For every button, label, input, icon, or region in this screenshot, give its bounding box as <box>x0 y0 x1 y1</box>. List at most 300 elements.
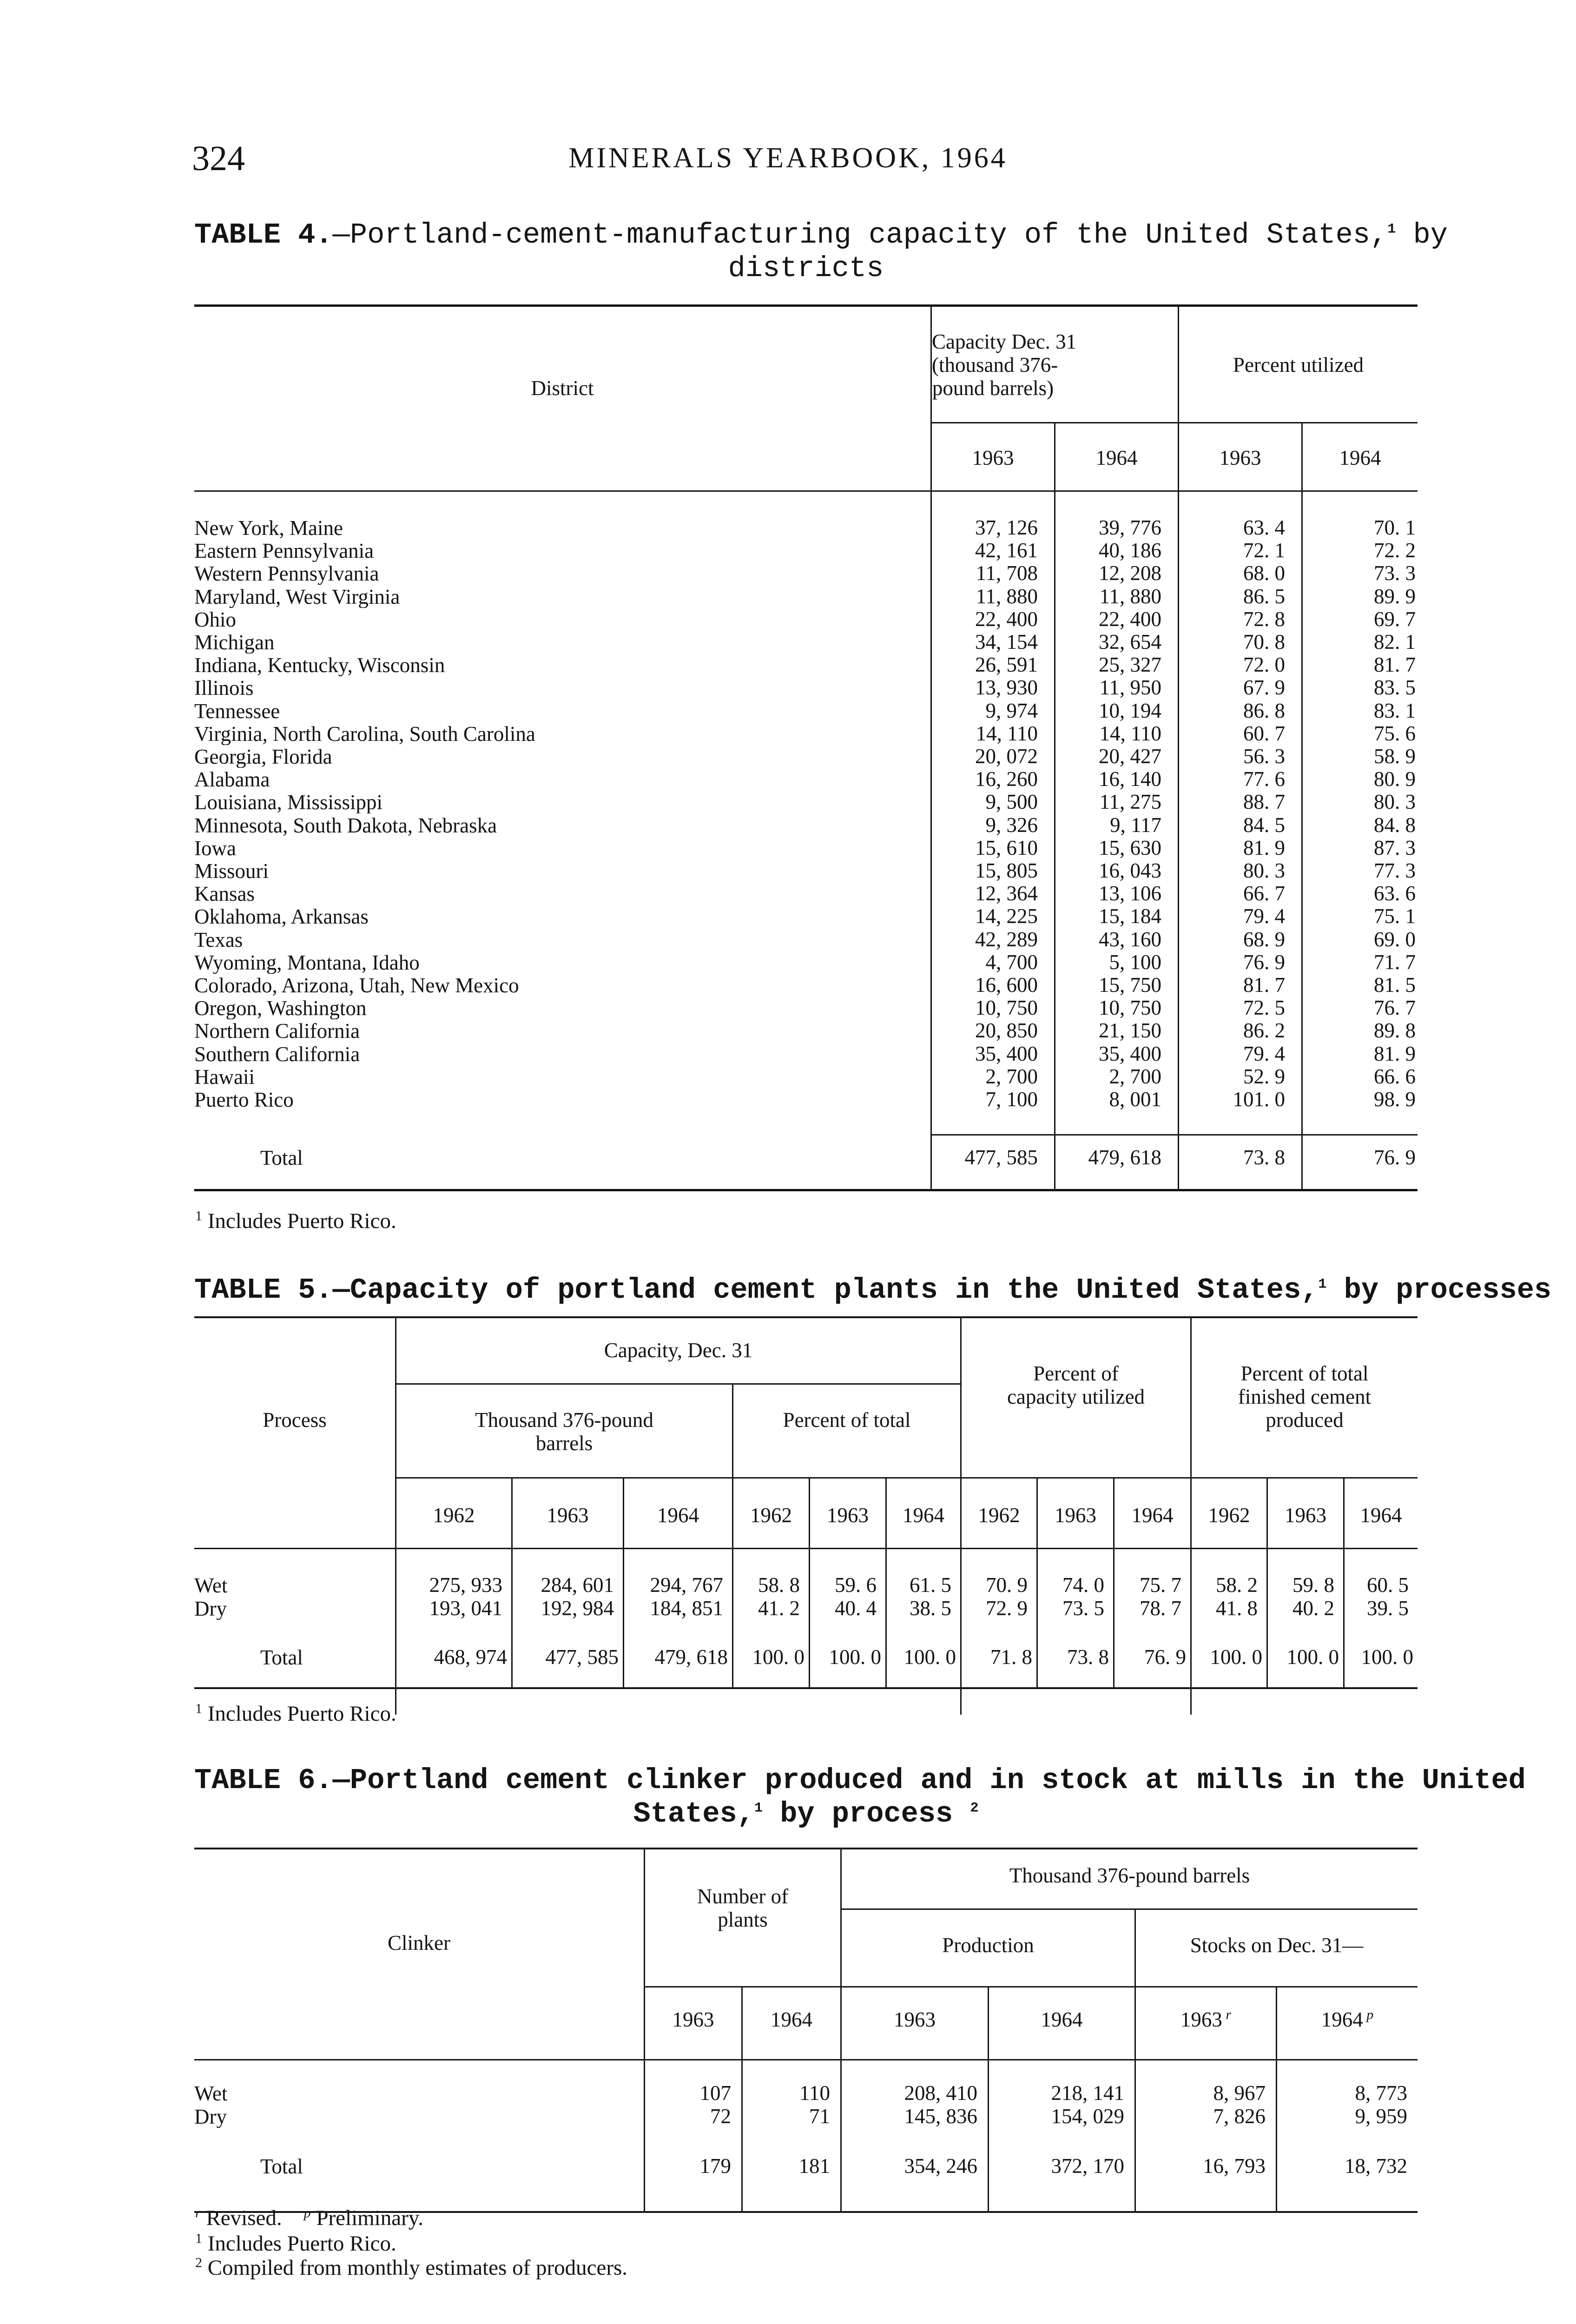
table4-row-district <box>194 516 919 539</box>
table4-cell: 89. 8 <box>1374 1019 1416 1042</box>
table4-cell: 8, 001 <box>1109 1088 1161 1111</box>
table4-cell: 42, 161 <box>975 539 1038 562</box>
table6-total-cell: 18, 732 <box>1345 2154 1407 2178</box>
table4-cell: 9, 117 <box>1110 813 1161 837</box>
table4-cell: 14, 110 <box>1099 722 1161 745</box>
table5-label: TABLE 5. <box>194 1274 333 1307</box>
table4-cell: 11, 275 <box>1099 790 1161 813</box>
table5-hline <box>194 1548 1418 1549</box>
table4-cell: 15, 610 <box>975 836 1038 859</box>
table6-cell: 9, 959 <box>1355 2105 1407 2128</box>
table6-year-mark: p <box>1363 2007 1374 2022</box>
table5-cell: 193, 041 <box>429 1597 502 1620</box>
table6-total-label <box>260 2154 640 2178</box>
table4-cell: 79. 4 <box>1243 1042 1285 1065</box>
table5-col-thousand-l2: barrels <box>535 1432 593 1455</box>
table4-title: —Portland-cement-manufacturing capacity of the United States, <box>332 218 1388 251</box>
table4-cell: 87. 3 <box>1374 836 1416 859</box>
table4-title-end: by <box>1413 218 1448 251</box>
table4-cell: 70. 8 <box>1243 630 1285 654</box>
table5-col-percent-total: Percent of total <box>783 1408 911 1432</box>
table4-cell: 22, 400 <box>975 607 1038 631</box>
table4-cell: 71. 7 <box>1374 951 1416 974</box>
table6-year-text: 1964 <box>1321 2008 1363 2031</box>
table6-col-plants-l2: plants <box>718 1908 768 1931</box>
table4-row-district-text: Southern California <box>194 1043 362 1065</box>
table4-col-capacity-l3: pound barrels) <box>932 376 1054 400</box>
table4-row-district <box>194 607 919 631</box>
table4-total-label <box>260 1146 919 1169</box>
table6-year-text: 1963 <box>894 2008 936 2031</box>
table4-col-percent: Percent utilized <box>1233 353 1364 376</box>
table4-cell: 15, 184 <box>1099 905 1161 928</box>
table4-cell: 15, 630 <box>1099 836 1161 859</box>
table4-cell: 77. 6 <box>1243 767 1285 791</box>
table4-cell: 12, 208 <box>1099 561 1161 585</box>
table4-row-district <box>194 836 919 859</box>
table4-title-fnref: 1 <box>1387 221 1396 238</box>
table4-cell: 11, 880 <box>976 585 1038 608</box>
table5-cell: 38. 5 <box>910 1597 951 1620</box>
table4-row-district <box>194 676 919 699</box>
table4-row-district-text: Texas <box>194 928 244 951</box>
table5-cell: 275, 933 <box>429 1573 502 1597</box>
table4-total-cell: 76. 9 <box>1374 1146 1416 1169</box>
table6-footnote-line <box>195 2205 423 2231</box>
table4-cell: 13, 106 <box>1099 882 1161 905</box>
table4-row-district-text: Maryland, West Virginia <box>194 585 402 608</box>
table4-cell: 81. 9 <box>1374 1042 1416 1065</box>
table5-total-cell: 76. 9 <box>1144 1645 1186 1669</box>
table4-cell: 4, 700 <box>985 951 1038 974</box>
table6-col-production: Production <box>942 1934 1034 1957</box>
table6-cell: 218, 141 <box>1051 2081 1124 2105</box>
table6-total-cell: 179 <box>699 2154 731 2178</box>
table4-cell: 72. 8 <box>1243 607 1285 631</box>
table5-cell: 78. 7 <box>1140 1597 1181 1620</box>
table4-row-district <box>194 951 919 974</box>
table5-total-cell: 73. 8 <box>1067 1645 1109 1669</box>
table6-year <box>842 2008 988 2031</box>
table6-cell: 145, 836 <box>904 2105 977 2128</box>
table5-caption <box>194 1274 1552 1307</box>
table5-cell: 40. 2 <box>1292 1597 1334 1620</box>
table5-year: 1962 <box>1208 1504 1250 1527</box>
table6-row-clinker <box>194 2081 640 2105</box>
table4-cell: 75. 6 <box>1374 722 1416 745</box>
table5-row-process <box>194 1573 392 1597</box>
table4-cell: 66. 7 <box>1243 882 1285 905</box>
table5-year: 1964 <box>1360 1504 1402 1527</box>
table5-year: 1964 <box>903 1504 944 1527</box>
table5-row-process-text: Dry <box>194 1597 229 1620</box>
table4-cell: 22, 400 <box>1099 607 1161 631</box>
table6-cell: 8, 967 <box>1213 2081 1266 2105</box>
table4-cell: 80. 9 <box>1374 767 1416 791</box>
table5-year: 1962 <box>433 1504 475 1527</box>
table5-cell: 284, 601 <box>541 1573 614 1597</box>
table4-cell: 14, 110 <box>976 722 1038 745</box>
table6-row-clinker-text: Dry <box>194 2105 229 2128</box>
table6-total-label-text: Total <box>260 2155 305 2178</box>
table6-total-cell: 16, 793 <box>1203 2154 1266 2178</box>
table6-year-mark: r <box>1222 2007 1232 2022</box>
table4-row-district <box>194 859 919 882</box>
table4-row-district-text: Puerto Rico <box>194 1088 296 1111</box>
table6-caption <box>194 1764 1526 1831</box>
table5-cell: 41. 2 <box>758 1597 800 1620</box>
table4-row-district-text: Hawaii <box>194 1065 257 1088</box>
table6-total-cell: 372, 170 <box>1051 2154 1124 2178</box>
table6-hline <box>840 1908 1418 1910</box>
table5-col-capacity: Capacity, Dec. 31 <box>604 1339 753 1362</box>
table6-cell: 72 <box>710 2105 731 2128</box>
table6-row-clinker-text: Wet <box>194 2082 229 2105</box>
table5-year: 1962 <box>978 1504 1020 1527</box>
table4-year: 1963 <box>972 446 1014 469</box>
table4-cell: 83. 5 <box>1374 676 1416 699</box>
table5-cell: 59. 6 <box>835 1573 877 1597</box>
table6-col-stocks: Stocks on Dec. 31— <box>1190 1934 1364 1957</box>
table4-row-district <box>194 905 919 928</box>
table6-year-text: 1963 <box>1180 2008 1222 2031</box>
table6-cell: 7, 826 <box>1213 2105 1266 2128</box>
table5-cell: 59. 8 <box>1292 1573 1334 1597</box>
table4-cell: 21, 150 <box>1099 1019 1161 1042</box>
table5-hline <box>395 1477 1418 1479</box>
table4-cell: 16, 600 <box>975 973 1038 997</box>
table5-cell: 58. 2 <box>1216 1573 1258 1597</box>
table5-cell: 72. 9 <box>986 1597 1028 1620</box>
table4-cell: 10, 194 <box>1099 699 1161 722</box>
table6-cell: 208, 410 <box>904 2081 977 2105</box>
table6-footnote-mark: 2 <box>195 2255 202 2271</box>
table4-row-district-text: Virginia, North Carolina, South Carolina <box>194 722 537 745</box>
table5-title-end: by processes <box>1344 1274 1552 1307</box>
table5-cell: 294, 767 <box>650 1573 723 1597</box>
running-title: MINERALS YEARBOOK, 1964 <box>568 142 1008 174</box>
table5-total-cell: 479, 618 <box>654 1645 728 1669</box>
table4-cell: 72. 2 <box>1374 539 1416 562</box>
table6-year <box>1277 2008 1418 2031</box>
table4-row-district-text: Colorado, Arizona, Utah, New Mexico <box>194 974 521 997</box>
table4-cell: 83. 1 <box>1374 699 1416 722</box>
table4-cell: 20, 427 <box>1099 745 1161 768</box>
table6-footnote-mark: r <box>195 2205 201 2221</box>
table6-cell: 107 <box>699 2081 731 2105</box>
table4-row-district-text: Oklahoma, Arkansas <box>194 905 370 928</box>
table4-cell: 75. 1 <box>1374 905 1416 928</box>
table4-cell: 66. 6 <box>1374 1065 1416 1088</box>
table4-cell: 39, 776 <box>1099 516 1161 539</box>
table4-col-district: District <box>531 376 594 400</box>
table5-cell: 60. 5 <box>1367 1573 1409 1597</box>
table5-col-process: Process <box>263 1408 327 1432</box>
table4-row-district <box>194 973 919 997</box>
table4-cell: 5, 100 <box>1109 951 1161 974</box>
table4-cell: 81. 9 <box>1243 836 1285 859</box>
table5-cell: 39. 5 <box>1367 1597 1409 1620</box>
table4-cell: 69. 0 <box>1374 928 1416 951</box>
table4-col-capacity-l1: Capacity Dec. 31 <box>932 330 1077 353</box>
table5-total-cell: 477, 585 <box>545 1645 619 1669</box>
table4-cell: 84. 5 <box>1243 813 1285 837</box>
table6-footnote-text: Preliminary. <box>310 2206 423 2230</box>
table5-cell: 70. 9 <box>986 1573 1028 1597</box>
table4-cell: 15, 805 <box>975 859 1038 882</box>
table4-cell: 68. 9 <box>1243 928 1285 951</box>
table4-row-district-text: Kansas <box>194 882 257 905</box>
table5-cell: 41. 8 <box>1216 1597 1258 1620</box>
table4-cell: 89. 9 <box>1374 585 1416 608</box>
table4-row-district <box>194 699 919 722</box>
table4-cell: 11, 708 <box>976 561 1038 585</box>
table5-hline <box>395 1383 960 1385</box>
table4-row-district-text: Northern California <box>194 1019 362 1042</box>
table5-col-thousand-l1: Thousand 376-pound <box>475 1408 653 1432</box>
table5-footnote: $^1$ Includes Puerto Rico. <box>195 1701 396 1726</box>
table6-cell: 8, 773 <box>1355 2081 1407 2105</box>
table5-total-cell: 71. 8 <box>990 1645 1032 1669</box>
table4-year: 1964 <box>1095 446 1138 469</box>
table6-footnote-line <box>195 2255 627 2280</box>
table4-row-district-text: Western Pennsylvania <box>194 562 381 585</box>
table4-cell: 9, 500 <box>985 790 1038 813</box>
table4-title-line2: districts <box>728 252 884 285</box>
table4-cell: 11, 880 <box>1099 585 1161 608</box>
table5-total-cell: 100. 0 <box>752 1645 804 1669</box>
table5-total-cell: 100. 0 <box>1286 1645 1339 1669</box>
table4-cell: 10, 750 <box>975 996 1038 1019</box>
table5-total-cell: 100. 0 <box>903 1645 956 1669</box>
table4-label: TABLE 4. <box>194 218 333 251</box>
table5-cell: 184, 851 <box>650 1597 723 1620</box>
table4-cell: 43, 160 <box>1099 928 1161 951</box>
table5-col-finished-l3: produced <box>1266 1408 1344 1432</box>
table6-title-line2: States, <box>633 1797 754 1830</box>
table5-year: 1963 <box>1055 1504 1096 1527</box>
table5-title-fnref: 1 <box>1318 1276 1327 1293</box>
table4-cell: 72. 0 <box>1243 653 1285 676</box>
table6-footnote-text: Includes Puerto Rico. <box>202 2232 396 2256</box>
table4-year: 1963 <box>1219 446 1261 469</box>
table4-row-district-text: Indiana, Kentucky, Wisconsin <box>194 654 447 676</box>
table4-cell: 9, 974 <box>985 699 1038 722</box>
table5-cell: 58. 8 <box>758 1573 800 1597</box>
table4-cell: 25, 327 <box>1099 653 1161 676</box>
table4-cell: 76. 7 <box>1374 996 1416 1019</box>
table4-row-district-text: Ohio <box>194 608 238 631</box>
table4-row-district <box>194 790 919 813</box>
table4-cell: 2, 700 <box>985 1065 1038 1088</box>
table6-cell: 110 <box>799 2081 830 2105</box>
table6-footnote-mark: 1 <box>195 2231 202 2246</box>
table6-year <box>645 2008 741 2031</box>
table5-cell: 73. 5 <box>1062 1597 1104 1620</box>
table4-cell: 52. 9 <box>1243 1065 1285 1088</box>
table6-hline <box>194 2059 1418 2060</box>
table4-cell: 70. 1 <box>1374 516 1416 539</box>
table4-cell: 60. 7 <box>1243 722 1285 745</box>
table4-cell: 40, 186 <box>1099 539 1161 562</box>
table4-cell: 13, 930 <box>975 676 1038 699</box>
table5-row-process <box>194 1597 392 1620</box>
table4-cell: 98. 9 <box>1374 1088 1416 1111</box>
table4-row-district-text: Iowa <box>194 837 238 859</box>
table4-footnote: $^1$ Includes Puerto Rico. <box>195 1208 396 1233</box>
table4-row-district <box>194 561 919 585</box>
table4-cell: 63. 4 <box>1243 516 1285 539</box>
table4-total-cell: 73. 8 <box>1243 1146 1285 1169</box>
table4-cell: 86. 2 <box>1243 1019 1285 1042</box>
table4-cell: 7, 100 <box>985 1088 1038 1111</box>
table4-row-district-text: Minnesota, South Dakota, Nebraska <box>194 814 499 837</box>
table4-cell: 20, 850 <box>975 1019 1038 1042</box>
table4-row-district <box>194 882 919 905</box>
table4-row-district-text: New York, Maine <box>194 516 345 539</box>
table4-row-district <box>194 745 919 768</box>
table4-total-cell: 477, 585 <box>964 1146 1038 1169</box>
table6-year-text: 1964 <box>771 2008 812 2031</box>
table4-cell: 14, 225 <box>975 905 1038 928</box>
table4-cell: 32, 654 <box>1099 630 1161 654</box>
table4-row-district-text: Alabama <box>194 768 271 791</box>
table4-row-district-text: Georgia, Florida <box>194 745 334 768</box>
table6-footnote-text: Compiled from monthly estimates of producers. <box>202 2256 628 2280</box>
table4-cell: 101. 0 <box>1233 1088 1285 1111</box>
table4-cell: 81. 7 <box>1374 653 1416 676</box>
table6-year-text: 1964 <box>1041 2008 1083 2031</box>
table6-col-clinker: Clinker <box>388 1931 450 1954</box>
table6-cell: 154, 029 <box>1051 2105 1124 2128</box>
table4-cell: 58. 9 <box>1374 745 1416 768</box>
table4-cell: 84. 8 <box>1374 813 1416 837</box>
table4-row-district-text: Oregon, Washington <box>194 997 369 1019</box>
table6-title: —Portland cement clinker produced and in stock at mills in the United <box>332 1764 1526 1797</box>
table5-cell: 192, 984 <box>541 1597 614 1620</box>
table4-cell: 42, 289 <box>975 928 1038 951</box>
table6-total-cell: 354, 246 <box>904 2154 977 2178</box>
table4-row-district-text: Louisiana, Mississippi <box>194 791 384 813</box>
table4-cell: 77. 3 <box>1374 859 1416 882</box>
table4-row-district <box>194 1042 919 1065</box>
table5-year: 1962 <box>750 1504 792 1527</box>
table5-year: 1964 <box>657 1504 699 1527</box>
table4-cell: 80. 3 <box>1243 859 1285 882</box>
table4-row-district-text: Eastern Pennsylvania <box>194 539 376 562</box>
table6-title-mid: by process <box>780 1797 953 1830</box>
table4-cell: 10, 750 <box>1099 996 1161 1019</box>
table4-cell: 16, 260 <box>975 767 1038 791</box>
table4-cell: 11, 950 <box>1099 676 1161 699</box>
table6-col-plants-l1: Number of <box>697 1885 789 1908</box>
table4-row-district <box>194 1065 919 1088</box>
table5-year: 1963 <box>1285 1504 1326 1527</box>
table5-total-label-text: Total <box>260 1646 305 1669</box>
table4-total-label-text: Total <box>260 1146 305 1169</box>
table5-cell: 74. 0 <box>1062 1573 1104 1597</box>
table4-cell: 72. 1 <box>1243 539 1285 562</box>
table4-row-district <box>194 722 919 745</box>
table4-row-district <box>194 1088 919 1111</box>
table5-year: 1963 <box>547 1504 589 1527</box>
table5-cell: 40. 4 <box>835 1597 877 1620</box>
table4-cell: 12, 364 <box>975 882 1038 905</box>
table4-cell: 81. 5 <box>1374 973 1416 997</box>
table4-year: 1964 <box>1339 446 1381 469</box>
table5-col-utilized-l2: capacity utilized <box>1007 1385 1145 1408</box>
table6-footnote-line <box>195 2231 396 2256</box>
table4-row-district <box>194 539 919 562</box>
table5-hline <box>194 1687 1418 1689</box>
table5-row-process-text: Wet <box>194 1574 229 1597</box>
table6-row-clinker <box>194 2105 640 2128</box>
table5-total-cell: 100. 0 <box>1361 1645 1413 1669</box>
table5-year: 1963 <box>827 1504 869 1527</box>
table4-cell: 86. 5 <box>1243 585 1285 608</box>
table4-row-district-text: Wyoming, Montana, Idaho <box>194 951 422 974</box>
table4-cell: 80. 3 <box>1374 790 1416 813</box>
table4-cell: 35, 400 <box>975 1042 1038 1065</box>
table4-cell: 86. 8 <box>1243 699 1285 722</box>
table4-cell: 34, 154 <box>975 630 1038 654</box>
table4-cell: 81. 7 <box>1243 973 1285 997</box>
table4-cell: 16, 043 <box>1099 859 1161 882</box>
table6-footnote-text: Revised. <box>200 2206 282 2230</box>
table5-total-cell: 468, 974 <box>434 1645 507 1669</box>
table6-hline <box>644 1986 1418 1987</box>
table5-cell: 75. 7 <box>1140 1573 1181 1597</box>
table4-cell: 69. 7 <box>1374 607 1416 631</box>
table4-cell: 56. 3 <box>1243 745 1285 768</box>
table6-year <box>1136 2008 1276 2031</box>
table4-cell: 15, 750 <box>1099 973 1161 997</box>
table6-title-fnref: 1 <box>754 1800 763 1816</box>
table4-caption <box>194 218 1448 285</box>
table4-cell: 68. 0 <box>1243 561 1285 585</box>
table5-cell: 61. 5 <box>910 1573 951 1597</box>
table4-cell: 16, 140 <box>1099 767 1161 791</box>
table5-title: —Capacity of portland cement plants in the United States, <box>332 1274 1319 1307</box>
table4-col-capacity-l2: (thousand 376- <box>932 353 1058 376</box>
table5-col-utilized-l1: Percent of <box>1033 1362 1119 1385</box>
table4-cell: 72. 5 <box>1243 996 1285 1019</box>
table4-row-district <box>194 928 919 951</box>
table4-row-district <box>194 1019 919 1042</box>
table4-cell: 82. 1 <box>1374 630 1416 654</box>
table4-cell: 76. 9 <box>1243 951 1285 974</box>
table6-year <box>989 2008 1134 2031</box>
table5-total-cell: 100. 0 <box>1210 1645 1262 1669</box>
table4-row-district-text: Michigan <box>194 631 276 654</box>
table4-cell: 73. 3 <box>1374 561 1416 585</box>
table4-row-district-text: Illinois <box>194 676 256 699</box>
table4-row-district <box>194 813 919 837</box>
table4-cell: 20, 072 <box>975 745 1038 768</box>
table5-year: 1964 <box>1131 1504 1174 1527</box>
table4-cell: 63. 6 <box>1374 882 1416 905</box>
table4-row-district-text: Missouri <box>194 859 270 882</box>
table6-year-text: 1963 <box>672 2008 714 2031</box>
table4-row-district <box>194 653 919 676</box>
table6-title-fnref: 2 <box>970 1800 979 1816</box>
table4-total-cell: 479, 618 <box>1088 1146 1161 1169</box>
table4-row-district <box>194 767 919 791</box>
table4-row-district <box>194 585 919 608</box>
table5-total-cell: 100. 0 <box>829 1645 881 1669</box>
table6-total-cell: 181 <box>798 2154 830 2178</box>
table5-col-finished-l1: Percent of total <box>1240 1362 1369 1385</box>
